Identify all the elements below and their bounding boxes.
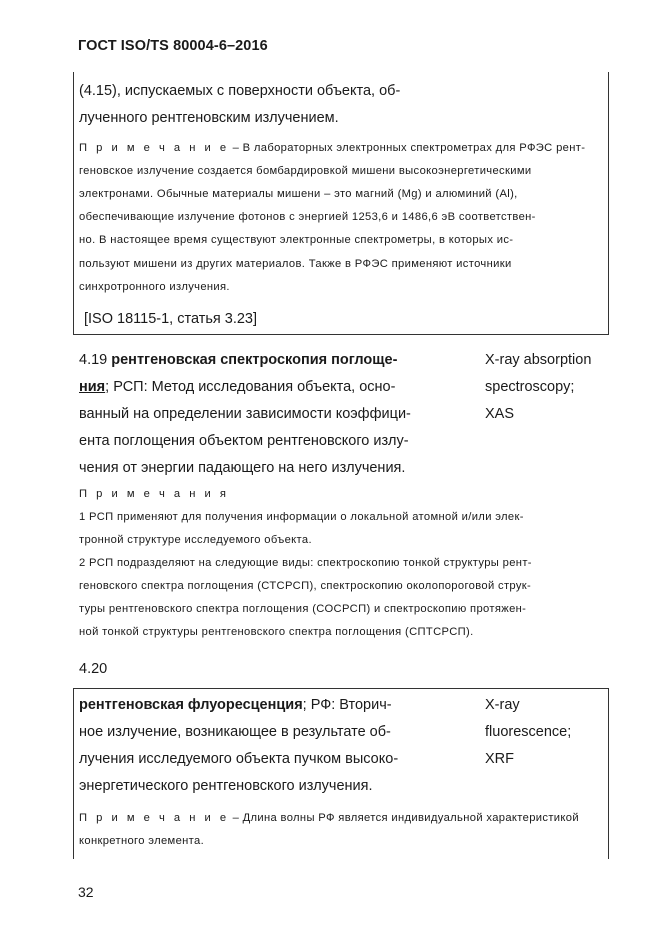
definition-line: (4.15), испускаемых с поверхности объекта, об- xyxy=(79,83,401,99)
note-line: геновского спектра поглощения (СТСРСП), спектроскопию околопороговой струк- xyxy=(79,580,532,592)
definition-line: энергетического рентгеновского излучения. xyxy=(79,778,373,794)
term-abbreviation: ; РФ: Вторич- xyxy=(302,697,392,713)
note-line: синхротронного излучения. xyxy=(79,281,230,293)
note-line: туры рентгеновского спектра поглощения (СОСРСП) и спектроскопию протяжен- xyxy=(79,603,527,615)
term-line xyxy=(79,380,395,395)
note-line: П р и м е ч а н и е – В лабораторных электронных спектрометрах для РФЭС рент- xyxy=(79,142,586,154)
definition-line: лученного рентгеновским излучением. xyxy=(79,110,339,126)
term-name: рентгеновская спектроскопия поглоще- xyxy=(111,352,398,368)
english-term: spectroscopy; xyxy=(485,379,575,395)
english-term: fluorescence; xyxy=(485,724,572,740)
entry-number: 4.19 xyxy=(79,352,108,368)
note-line: ной тонкой структуры рентгеновского спектра поглощения (СПТСРСП). xyxy=(79,626,474,638)
definition-line: ное излучение, возникающее в результате об- xyxy=(79,724,391,740)
english-abbreviation: XRF xyxy=(485,751,514,767)
entry-number: 4.20 xyxy=(79,661,108,677)
note-line: электронами. Обычные материалы мишени – это магний (Mg) и алюминий (Al), xyxy=(79,188,518,200)
note-line: 1 РСП применяют для получения информации о локальной атомной и/или элек- xyxy=(79,511,524,523)
note-line: конкретного элемента. xyxy=(79,835,205,847)
note-label: П р и м е ч а н и е xyxy=(79,812,230,824)
definition-line: чения от энергии падающего на него излучения. xyxy=(79,460,406,476)
note-line: но. В настоящее время существуют электронные спектрометры, в которых ис- xyxy=(79,234,514,246)
note-line: тронной структуре исследуемого объекта. xyxy=(79,534,312,546)
definition-frame-4-20 xyxy=(73,688,609,859)
term-line xyxy=(79,353,397,368)
note-line: П р и м е ч а н и е – Длина волны РФ является индивидуальной характеристикой xyxy=(79,812,579,824)
note-line: пользуют мишени из других материалов. Также в РФЭС применяют источники xyxy=(79,258,512,270)
english-abbreviation: XAS xyxy=(485,406,515,422)
term-name: рентгеновская флуоресценция xyxy=(79,697,303,713)
english-term: X-ray xyxy=(485,697,520,713)
page-number: 32 xyxy=(78,884,94,900)
note-line: 2 РСП подразделяют на следующие виды: спектроскопию тонкой структуры рент- xyxy=(79,557,532,569)
note-label: П р и м е ч а н и е xyxy=(79,142,230,154)
note-line: геновское излучение создается бомбардировкой мишени высокоэнергетическими xyxy=(79,165,532,177)
english-term: X-ray absorption xyxy=(485,352,592,368)
notes-label: П р и м е ч а н и я xyxy=(79,488,229,500)
note-line: обеспечивающие излучение фотонов с энергией 1253,6 и 1486,6 эВ соответствен- xyxy=(79,211,536,223)
term-line xyxy=(79,698,392,713)
document-header: ГОСТ ISO/TS 80004-6–2016 xyxy=(78,38,268,54)
definition-line: ванный на определении зависимости коэффици- xyxy=(79,406,411,422)
source-reference: [ISO 18115-1, статья 3.23] xyxy=(84,311,258,327)
term-name-cont: ния xyxy=(79,379,106,395)
definition-line: ента поглощения объектом рентгеновского излу- xyxy=(79,433,409,449)
definition-line: лучения исследуемого объекта пучком высоко- xyxy=(79,751,399,767)
term-abbreviation: ; РСП: Метод исследования объекта, осно- xyxy=(105,379,396,395)
